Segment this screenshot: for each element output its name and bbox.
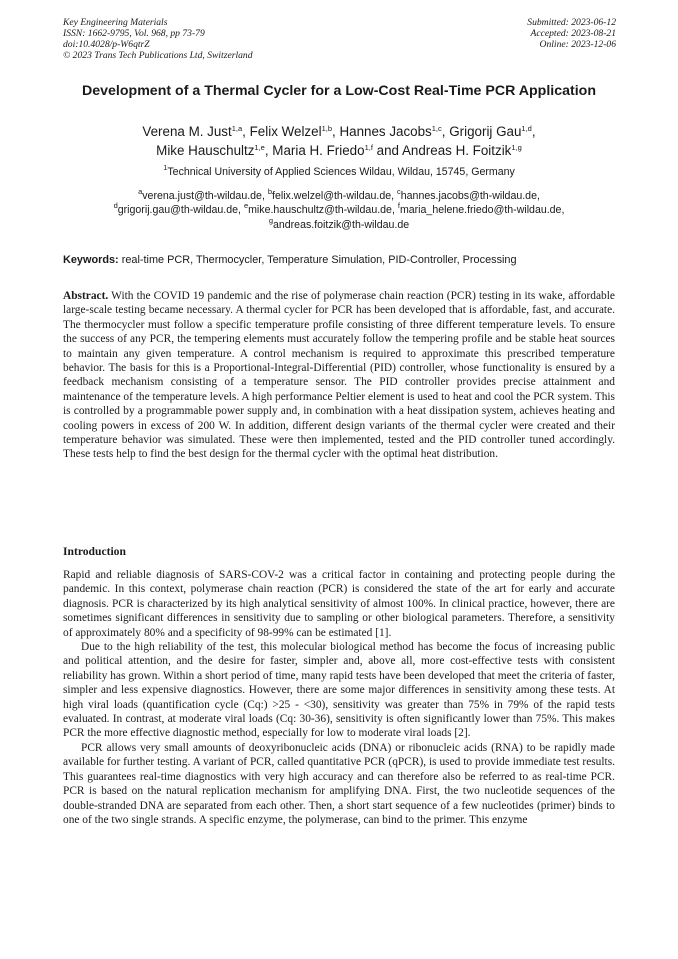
email: $^f$maria_helene.friedo@th-wildau.de, — [397, 201, 565, 217]
introduction-body — [63, 568, 615, 827]
paragraph: PCR allows very small amounts of deoxyribonucleic acids (DNA) or ribonucleic acids (RNA) to be rapidly made available for further testing. A variant of PCR, called quantitative PCR (qPCR), is used to provide immediate test results. This guarantees real-time diagnostics with very high accuracy and can therefore also be referred to as real-time PCR. PCR is based on the natural replication mechanism for amplifying DNA. First, the two nucleotide sequences of the double-stranded DNA are separated from each other. Then, a short start sequence of a few nucleotides (primer) binds to one of the two single strands. A specific enzyme, the polymerase, can bind to the primer. This enzyme — [63, 741, 615, 826]
paragraph: Rapid and reliable diagnosis of SARS-COV-2 was a critical factor in containing and protecting people during the pandemic. In this context, polymerase chain reaction (PCR) is considered the state of the art for early and accurate diagnosis. PCR is characterized by its high analytical sensitivity of almost 100%. In clinical practice, however, there are sometimes significant differences in sensitivity due to sampling or other biological parameters. Therefore, a sensitivity of approximately 80% and a specificity of 98-99% can be estimated [1]. — [63, 569, 615, 639]
keywords-label: Keywords: — [63, 254, 119, 266]
author-emails — [60, 189, 618, 232]
abstract-text: With the COVID 19 pandemic and the rise of polymerase chain reaction (PCR) testing in its wake, affordable large-scale testing became necessary. A thermal cycler for PCR has been developed that is affordable, fast, and accurate. The thermocycler must follow a specific temperature profile consisting of three different temperature levels. To ensure the success of any PCR, the tempering elements must accurately follow the tempering profile and be stable heat sources to maintain any given temperature. A control mechanism is required to approximate this prescribed temperature behavior. The basis for this is a Proportional-Integral-Differential (PID) controller, whose functionality is ensured by a feedback mechanism consisting of a temperature sensor. The PID controller provides precise attainment and maintenance of the temperature levels. A high performance Peltier element is used to heat and cool the PCR system. This is controlled by a programmable power supply and, in combination with a heat dissipation system, achieves heating and cooling powers in excess of 200 W. In addition, different design variants of the thermal cycler were created and their temperature behavior was simulated. These were then implemented, tested and the PID controller tuned accordingly. These tests help to find the best design for the thermal cycler with the optimal heat distribution. — [63, 290, 615, 461]
email: $^g$andreas.foitzik@th-wildau.de — [268, 215, 410, 231]
submission-dates — [527, 17, 616, 50]
author: Felix Welzel$^{1,b}$, — [249, 124, 340, 139]
paragraph: Due to the high reliability of the test, this molecular biological method has become the focus of increasing public and political attention, and the desire for faster, simpler and, above all, more cost-effective tests with consistent reliability has grown. Within a short period of time, many rapid tests have been developed that meet the criteria of faster, simpler and less expensive diagnostics. However, there are some major differences in sensitivity among these tests. At high viral loads (quantification cycle (Cq:) >25 - <30), sensitivity was greater than 75% in 79% of the rapid tests evaluated. In contrast, at moderate viral loads (Cq: 30-36), sensitivity is often significantly lower than 75%. This makes PCR the more effective diagnostic method, especially for low to moderate viral loads [2]. — [63, 641, 615, 740]
online-date: Online: 2023-12-06 — [539, 39, 616, 50]
email: $^c$hannes.jacobs@th-wildau.de, — [397, 187, 540, 202]
author: Hannes Jacobs$^{1,c}$, — [339, 124, 450, 139]
abstract — [63, 289, 615, 462]
author: Mike Hauschultz$^{1,e}$, — [156, 142, 273, 158]
accepted-date: Accepted: 2023-08-21 — [530, 28, 616, 39]
keywords — [63, 253, 623, 267]
abstract-label: Abstract. — [63, 290, 109, 302]
email: $^b$felix.welzel@th-wildau.de, — [267, 187, 398, 202]
author-list — [70, 123, 608, 160]
author: Grigorij Gau$^{1,d}$, — [449, 124, 536, 139]
section-heading-introduction: Introduction — [63, 545, 126, 558]
email: $^d$grigorij.gau@th-wildau.de, — [113, 201, 244, 217]
author: Maria H. Friedo$^{1,f}$ and — [272, 142, 402, 158]
journal-doi: doi:10.4028/p-W6qtrZ — [63, 39, 150, 50]
author: Verena M. Just$^{1,a}$, — [142, 124, 250, 139]
author: Andreas H. Foitzik$^{1,g}$ — [401, 142, 522, 158]
journal-copyright: © 2023 Trans Tech Publications Ltd, Switzerland — [63, 50, 253, 61]
email: $^a$verena.just@th-wildau.de, — [138, 187, 268, 202]
keywords-text: real-time PCR, Thermocycler, Temperature Simulation, PID-Controller, Processing — [121, 254, 517, 266]
journal-issn: ISSN: 1662-9795, Vol. 968, pp 73-79 — [63, 28, 205, 39]
journal-name: Key Engineering Materials — [63, 17, 168, 28]
affiliation: $^1$Technical University of Applied Sciences Wildau, Wildau, 15745, Germany — [163, 163, 515, 178]
email: $^e$mike.hauschultz@th-wildau.de, — [243, 201, 398, 217]
paper-title: Development of a Thermal Cycler for a Low-Cost Real-Time PCR Application — [82, 83, 596, 99]
submitted-date: Submitted: 2023-06-12 — [527, 17, 616, 28]
journal-info — [63, 17, 253, 61]
